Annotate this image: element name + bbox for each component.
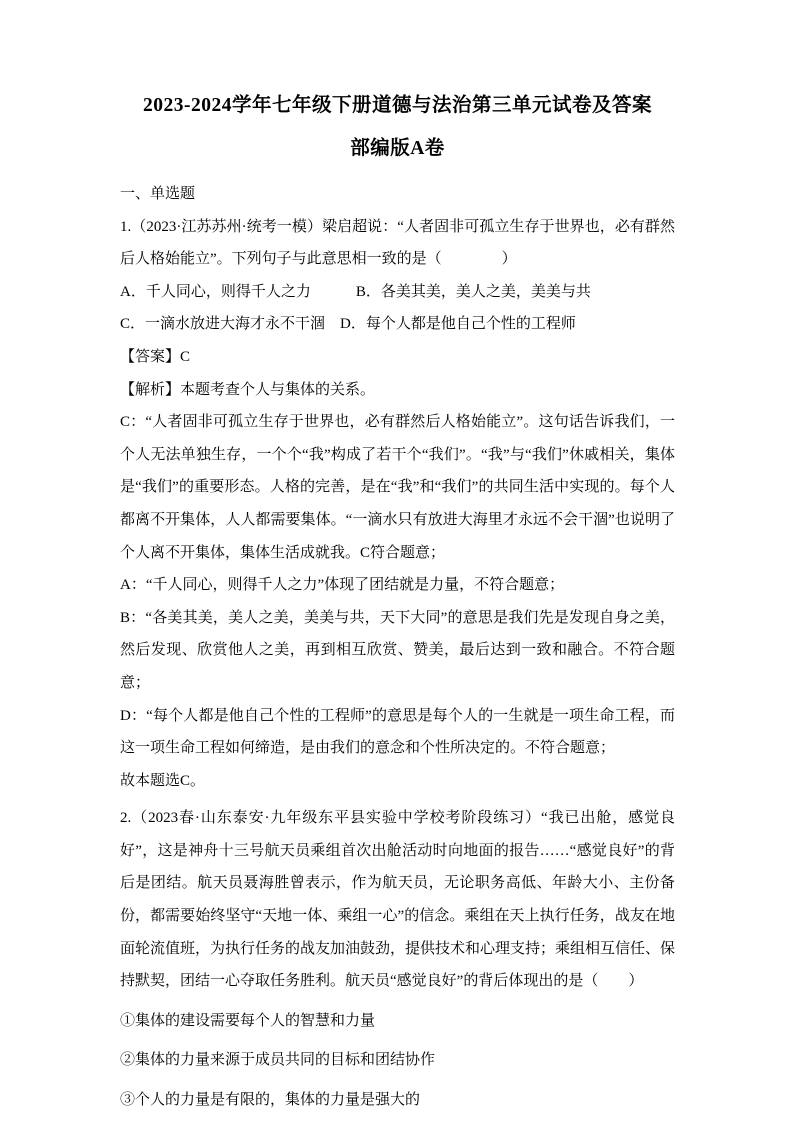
question2-item-3: ③个人的力量是有限的，集体的力量是强大的 bbox=[120, 1092, 421, 1109]
question1-analysis-option-b: B：“各美其美，美人之美，美美与共，天下大同”的意思是我们先是发现自身之美，然后发现、欣赏他人之美，再到相互欣赏、赞美，最后达到一致和融合。不符合题意； bbox=[120, 609, 675, 691]
question2-item-1: ①集体的建设需要每个人的智慧和力量 bbox=[120, 1012, 376, 1029]
question1-conclusion: 故本题选C。 bbox=[120, 772, 206, 789]
question1-options-row-cd: C．一滴水放进大海才永不干涸 D．每个人都是他自己个性的工程师 bbox=[120, 316, 576, 333]
question2-item-2: ②集体的力量来源于成员共同的目标和团结协作 bbox=[120, 1052, 436, 1069]
question1-stem: 1.（2023·江苏苏州·统考一模）梁启超说：“人者固非可孤立生存于世界也，必有群然后人格始能立”。下列句子与此意思相一致的是（ ） bbox=[120, 218, 675, 268]
document-title-line2: 部编版A卷 bbox=[350, 138, 445, 159]
question1-analysis-intro: 【解析】本题考查个人与集体的关系。 bbox=[120, 381, 376, 398]
document-title-line1: 2023-2024学年七年级下册道德与法治第三单元试卷及答案 bbox=[143, 95, 652, 116]
section-heading: 一、单选题 bbox=[120, 186, 196, 202]
question1-analysis-option-a: A：“千人同心，则得千人之力”体现了团结就是力量，不符合题意； bbox=[120, 577, 565, 594]
question1-answer: 【答案】C bbox=[120, 348, 191, 365]
question1-options-row-ab: A．千人同心，则得千人之力 B．各美其美，美人之美，美美与共 bbox=[120, 283, 591, 300]
question1-analysis-option-d: D：“每个人都是他自己个性的工程师”的意思是每个人的一生就是一项生命工程，而这一项生命工程如何缔造，是由我们的意念和个性所决定的。不符合题意； bbox=[120, 707, 675, 757]
question1-analysis-option-c: C：“人者固非可孤立生存于世界也，必有群然后人格始能立”。这句话告诉我们，一个人无法单独生存，一个个“我”构成了若干个“我们”。“我”与“我们”休戚相关，集体是“我们”的重要形态。人格的完善，是在“我”和“我们”的共同生活中实现的。每个人都离不开集体，人人都需要集体。“一滴水只有放进大海里才永远不会干涸”也说明了个人离不开集体，集体生活成就我。C符合题意； bbox=[120, 414, 675, 561]
question2-stem: 2.（2023春·山东泰安·九年级东平县实验中学校考阶段练习）“我已出舱，感觉良好”，这是神舟十三号航天员乘组首次出舱活动时向地面的报告……“感觉良好”的背后是团结。航天员聂海胜曾表示，作为航天员，无论职务高低、年龄大小、主份备份，都需要始终坚守“天地一体、乘组一心”的信念。乘组在天上执行任务，战友在地面轮流值班，为执行任务的战友加油鼓劲，提供技术和心理支持；乘组相互信任、保持默契，团结一心夺取任务胜利。航天员“感觉良好”的背后体现出的是（ ） bbox=[120, 810, 676, 990]
